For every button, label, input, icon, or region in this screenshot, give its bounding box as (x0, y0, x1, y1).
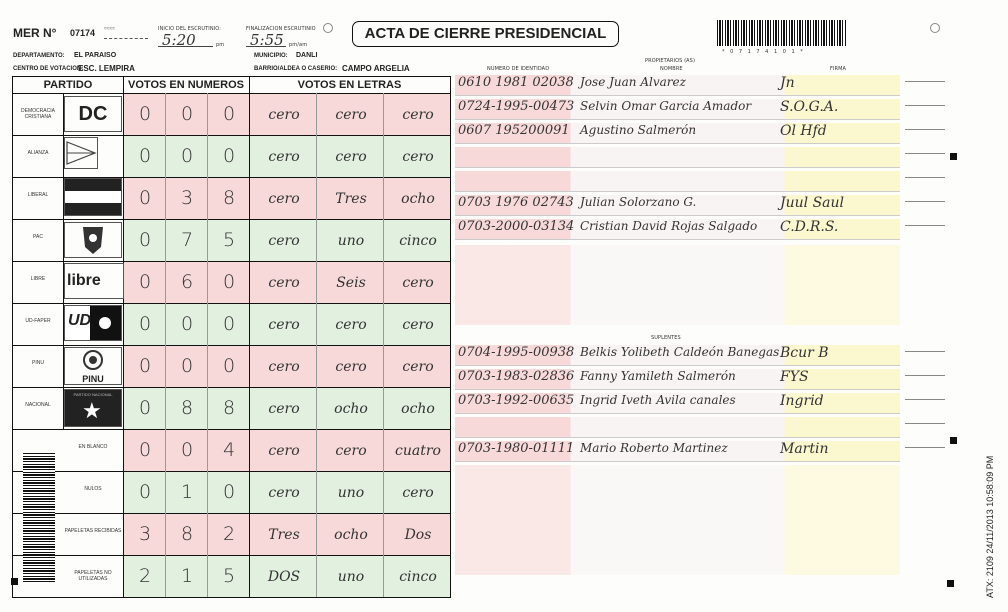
column-divider (316, 93, 317, 597)
pac-logo (64, 222, 122, 258)
member-name: Julian Solorzano G. (580, 195, 697, 209)
vote-digit: 0 (138, 481, 152, 503)
registration-mark (947, 580, 954, 587)
member-id: 0724-1995-00473 (458, 99, 575, 114)
member-id: 0703-1983-02836 (458, 369, 575, 384)
party-name: LIBRE (30, 276, 46, 282)
vote-digit: 0 (138, 355, 152, 377)
vote-digit: 0 (180, 313, 194, 335)
member-id: 0703 1976 02743 (458, 195, 574, 210)
party-name: PINU (32, 360, 44, 366)
member-id: 0607 195200091 (458, 123, 570, 138)
barrio-value: CAMPO ARGELIA (342, 64, 410, 73)
vote-digit: 0 (180, 103, 194, 125)
vote-digit: 0 (138, 229, 152, 251)
member-role-line (905, 105, 945, 106)
vote-word: Tres (335, 191, 367, 207)
member-name: Mario Roberto Martinez (580, 441, 728, 455)
vote-word: cinco (399, 233, 437, 249)
vote-word: cero (402, 149, 434, 165)
vote-word: cero (335, 443, 367, 459)
vote-word: cero (268, 443, 300, 459)
member-role-line (905, 153, 945, 154)
member-id: 0703-2000-03134 (458, 219, 575, 234)
ud-logo (64, 305, 122, 341)
nacional-logo (64, 389, 122, 427)
numero-identidad-label: NUMERO DE IDENTIDAD (487, 66, 550, 72)
suplentes-label: SUPLENTES (651, 335, 681, 341)
vote-word: uno (337, 485, 365, 501)
member-role-line (905, 351, 945, 352)
vote-digit: 6 (180, 271, 194, 293)
vote-word: cero (402, 485, 434, 501)
vote-word: cero (268, 275, 300, 291)
party-name: NULOS (84, 486, 102, 492)
member-signature: Ingrid (780, 393, 824, 409)
vote-word: cero (402, 107, 434, 123)
vote-word: ocho (401, 191, 435, 207)
vote-digit: 5 (222, 565, 236, 587)
member-name: Fanny Yamileth Salmerón (580, 369, 736, 383)
member-signature: Jn (780, 75, 795, 91)
party-name: PAPELETAS NO UTILIZADAS (74, 570, 112, 582)
row-divider (13, 219, 450, 220)
inicio-underline (158, 46, 213, 47)
row-divider (13, 387, 450, 388)
member-signature: S.O.G.A. (780, 99, 839, 115)
vote-word: cero (402, 275, 434, 291)
vote-digit: 1 (180, 481, 194, 503)
member-role-line (905, 201, 945, 202)
vote-word: cero (268, 401, 300, 417)
vote-digit: 1 (180, 565, 194, 587)
member-name: Jose Juan Alvarez (580, 75, 686, 89)
row-divider (13, 261, 450, 262)
liberal-flag-logo (64, 178, 122, 216)
vote-digit: 8 (180, 523, 194, 545)
registration-mark (950, 437, 957, 444)
members-filler (455, 465, 900, 575)
member-signature: Martin (780, 441, 829, 457)
inicio-label: INICIO DEL ESCRUTINIO: (158, 26, 221, 32)
inicio-ampm: pm (216, 42, 225, 48)
vote-digit: 0 (180, 439, 194, 461)
dc-logo: DC (64, 96, 122, 132)
party-name: LIBERAL (27, 192, 49, 198)
header-votos-numeros: VOTOS EN NUMEROS (128, 79, 244, 91)
registration-mark (11, 578, 18, 585)
alianza-logo (64, 137, 98, 169)
vote-word: uno (337, 233, 365, 249)
party-name: DEMOCRACIA CRISTIANA (21, 108, 55, 120)
vote-digit: 0 (138, 313, 152, 335)
footer-stamp: ATX: 2109 24/11/2013 10:58:09 PM (985, 455, 995, 598)
member-role-line (905, 177, 945, 178)
member-row (455, 171, 900, 192)
vote-word: cero (268, 107, 300, 123)
party-name: PAC (33, 234, 43, 240)
member-name: Selvin Omar Garcia Amador (580, 99, 752, 113)
members-filler (455, 245, 900, 325)
side-barcode (23, 452, 55, 582)
member-id: 0703-1992-00635 (458, 393, 575, 408)
vote-word: ocho (401, 401, 435, 417)
party-name: ALIANZA (27, 150, 49, 156)
finalizacion-underline (246, 46, 286, 47)
vote-digit: 0 (138, 145, 152, 167)
vote-word: cero (402, 359, 434, 375)
vote-digit: 0 (222, 145, 236, 167)
vote-digit: 0 (180, 355, 194, 377)
row-divider (13, 135, 450, 136)
row-divider (13, 555, 450, 556)
header-partido: PARTIDO (43, 79, 93, 91)
member-role-line (905, 225, 945, 226)
header-votos-letras: VOTOS EN LETRAS (297, 79, 402, 91)
vote-digit: 0 (222, 313, 236, 335)
column-divider (207, 93, 208, 597)
mer-label: MER N° (13, 26, 57, 40)
vote-word: uno (337, 569, 365, 585)
member-name: Agustino Salmerón (580, 123, 697, 137)
pinu-logo (64, 347, 122, 385)
row-divider (13, 303, 450, 304)
row-divider (13, 513, 450, 514)
member-role-line (905, 423, 945, 424)
vote-word: ocho (334, 401, 368, 417)
row-divider (13, 345, 450, 346)
member-role-line (905, 399, 945, 400)
vote-word: cero (268, 149, 300, 165)
registration-circle-right (930, 23, 940, 33)
vote-word: cero (335, 317, 367, 333)
vote-word: Dos (404, 527, 432, 543)
vote-word: cero (402, 317, 434, 333)
nombre-label: NOMBRE (660, 66, 683, 72)
centro-label: CENTRO DE VOTACION: (13, 66, 84, 72)
nacional-logo-text: PARTIDO NACIONAL (73, 392, 113, 397)
vote-word: cinco (399, 569, 437, 585)
vote-digit: 3 (138, 523, 152, 545)
municipio-value: DANLI (296, 52, 318, 59)
member-id: 0704-1995-00938 (458, 345, 575, 360)
vote-digit: 8 (222, 187, 236, 209)
vote-digit: 2 (138, 565, 152, 587)
vote-word: cero (335, 107, 367, 123)
header-barcode-number: * 0 7 1 7 4 1 0 1 * (722, 49, 805, 55)
vote-word: cuatro (395, 443, 441, 459)
vote-digit: 0 (222, 103, 236, 125)
vote-word: Tres (268, 527, 300, 543)
vote-word: cero (268, 191, 300, 207)
registration-circle-left (323, 23, 333, 33)
mer-number: 07174 (70, 28, 96, 38)
party-name: NACIONAL (25, 402, 51, 408)
vote-word: DOS (267, 569, 301, 585)
vote-digit: 8 (180, 397, 194, 419)
vote-word: cero (335, 359, 367, 375)
member-signature: C.D.R.S. (780, 219, 839, 235)
finalizacion-label: FINALIZACION ESCRUTINIO (246, 26, 316, 32)
vote-word: cero (335, 149, 367, 165)
vote-digit: 0 (222, 271, 236, 293)
party-name: PAPELETAS RECIBIDAS (64, 528, 122, 534)
municipio-label: MUNICIPIO: (254, 53, 288, 59)
finalizacion-value: 5:55 (250, 31, 284, 49)
vote-word: cero (268, 359, 300, 375)
vote-word: cero (268, 317, 300, 333)
member-role-line (905, 375, 945, 376)
vote-digit: 0 (138, 103, 152, 125)
party-name: EN BLANCO (78, 444, 108, 450)
vote-digit: 3 (180, 187, 194, 209)
registration-mark (950, 153, 957, 160)
member-id: 0610 1981 02038 (458, 75, 574, 90)
member-role-line (905, 81, 945, 82)
vote-digit: 0 (180, 145, 194, 167)
row-divider (13, 429, 450, 430)
member-signature: Ol Hfd (780, 123, 827, 139)
row-divider (13, 471, 450, 472)
member-role-line (905, 129, 945, 130)
column-divider (165, 93, 166, 597)
vote-digit: 5 (222, 229, 236, 251)
logo-stamp: ≈≈≈≈ (104, 26, 148, 39)
vote-digit: 0 (222, 481, 236, 503)
ud-logo-text: UD (68, 312, 92, 329)
libre-logo: libre (64, 263, 124, 299)
firma-label: FIRMA (830, 66, 847, 72)
vote-digit: 8 (222, 397, 236, 419)
inicio-value: 5:20 (162, 31, 196, 49)
departamento-label: DEPARTAMENTO: (13, 53, 65, 59)
vote-digit: 4 (222, 439, 236, 461)
page-title: ACTA DE CIERRE PRESIDENCIAL (352, 21, 619, 47)
finalizacion-ampm: pm/am (289, 42, 308, 48)
vote-digit: 0 (138, 397, 152, 419)
member-name: Belkis Yolibeth Caldeón Banegas (580, 345, 780, 359)
column-divider (383, 93, 384, 597)
departamento-value: EL PARAISO (74, 52, 117, 59)
vote-digit: 0 (222, 355, 236, 377)
member-id: 0703-1980-01111 (458, 441, 575, 456)
member-signature: FYS (780, 369, 809, 385)
vote-digit: 2 (222, 523, 236, 545)
member-row (455, 147, 900, 168)
vote-digit: 0 (138, 271, 152, 293)
member-role-line (905, 447, 945, 448)
propietarios-label: PROPIETARIOS (AS) (645, 58, 696, 64)
member-signature: Bcur B (780, 345, 829, 361)
pinu-logo-text: PINU (82, 374, 104, 384)
vote-word: Seis (336, 275, 366, 291)
party-name: UD-FAPER (25, 318, 51, 324)
vote-word: ocho (334, 527, 368, 543)
vote-digit: 0 (138, 187, 152, 209)
vote-digit: 0 (138, 439, 152, 461)
vote-word: cero (268, 485, 300, 501)
barrio-label: BARRIO/ALDEA O CASERIO: (254, 66, 338, 72)
star-icon: ★ (82, 398, 102, 423)
vote-digit: 7 (180, 229, 194, 251)
member-name: Ingrid Iveth Avila canales (580, 393, 736, 407)
centro-value: ESC. LEMPIRA (78, 64, 135, 73)
member-signature: Juul Saul (780, 195, 845, 211)
member-row (455, 417, 900, 438)
vote-word: cero (268, 233, 300, 249)
header-barcode (717, 20, 847, 46)
member-name: Cristian David Rojas Salgado (580, 219, 758, 233)
